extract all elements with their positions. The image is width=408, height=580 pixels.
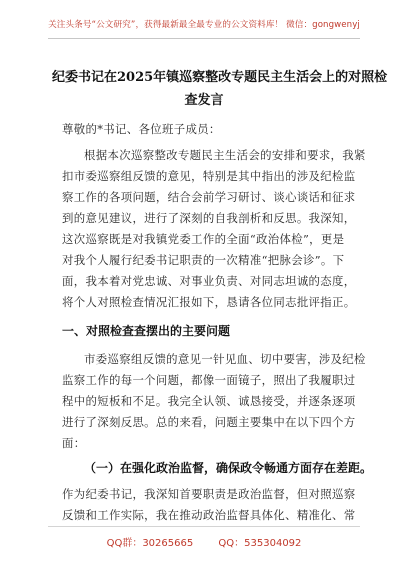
subsection-line: 作为纪委书记，我深知首要职责是政治监督，但对照巡察 (62, 487, 356, 501)
section-line: 进行了深刻反思。总的来看，问题主要集中在以下四个方 (62, 415, 356, 429)
section-line: 监察工作的每一个问题，都像一面镜子，照出了我履职过 (62, 373, 356, 387)
section-line: 市委巡察组反馈的意见一针见血、切中要害，涉及纪检 (84, 352, 366, 366)
intro-line: 到的意见建议，进行了深刻的自我剖析和反思。我深知， (62, 211, 356, 225)
header-divider (48, 38, 360, 39)
promo-banner: 关注头条号“公文研究”，获得最新最全最专业的公文资料库！ 微信：gongwenyj (48, 20, 360, 30)
intro-line: 这次巡察既是对我镇党委工作的全面“政治体检”，更是 (62, 232, 345, 246)
footer-divider (48, 526, 360, 527)
intro-line: 扣市委巡察组反馈的意见，特别是其中指出的涉及纪检监 (62, 169, 356, 183)
document-title-line-1: 纪委书记在2025年镇巡察整改专题民主生活会上的对照检 (52, 70, 388, 85)
section-heading: 一、对照检查查摆出的主要问题 (62, 324, 231, 338)
intro-line: 将个人对照检查情况汇报如下，恳请各位同志批评指正。 (62, 295, 356, 309)
intro-line: 根据本次巡察整改专题民主生活会的安排和要求，我紧 (84, 148, 366, 162)
document-title-line-2: 查发言 (184, 93, 224, 108)
subsection-line: 反馈和工作实际，我在推动政治监督具体化、精准化、常 (62, 508, 356, 522)
salutation: 尊敬的*书记、各位班子成员： (62, 122, 221, 136)
intro-line: 察工作的各项问题，结合会前学习研讨、谈心谈话和征求 (62, 190, 356, 204)
section-line: 程中的短板和不足。我完全认领、诚恳接受，并逐条逐项 (62, 394, 356, 408)
intro-line: 对我个人履行纪委书记职责的一次精准“把脉会诊”。下 (62, 253, 345, 267)
qq-number: QQ：535304092 (218, 538, 302, 549)
qq-group-number: QQ群：30265665 (106, 538, 194, 549)
intro-line: 面，我本着对党忠诚、对事业负责、对同志坦诚的态度， (62, 274, 356, 288)
section-line: 面： (62, 436, 86, 450)
contact-footer (0, 534, 408, 549)
subsection-heading: （一）在强化政治监督，确保政令畅通方面存在差距。 (84, 461, 373, 475)
